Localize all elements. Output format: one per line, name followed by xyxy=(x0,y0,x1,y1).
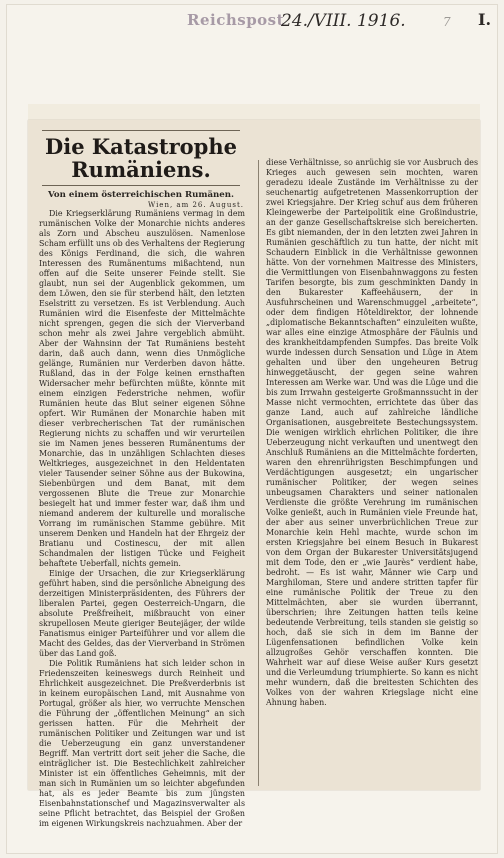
right-column xyxy=(262,158,484,790)
left-column xyxy=(30,120,252,828)
headline-line-1: Die Katastrophe xyxy=(45,134,237,159)
handwritten-date: 24./VIII. 1916. xyxy=(281,11,406,31)
headline-line-2: Rumäniens. xyxy=(71,157,211,182)
newspaper-stamp: Reichspost xyxy=(187,11,285,29)
column-divider xyxy=(258,160,259,786)
headline-box xyxy=(42,130,240,186)
paragraph: Die Politik Rumäniens hat sich leider schon in Friedenszeiten keineswegs durch Reinheit und Ehrlichkeit ausgezeichnet. Die Preßverderbnis ist in keinem europäischen Land, mit Ausnahme von Portugal, größer als hier, wo verruchte Menschen die Führung der „öffentlichen Meinung“ an sich gerissen hatten. Für die Mehrheit der rumänischen Politiker und Zeitungen war und ist die Ueberzeugung ein ganz unverstandener Begriff. Man vertritt dort seit jeher die Sache, die einträglicher ist. Die Bestechlichkeit zahlreicher Minister ist ein öffentliches Geheimnis, mit der man sich in Rumänien um so leichter abgefunden hat, als es jeder Beamte bis zum jüngsten Eisenbahnstationschef und Magazinsverwalter als seine Pflicht betrachtet, das Beispiel der Großen im eigenen Wirkungskreis nachzuahmen. Aber der xyxy=(39,659,245,828)
newspaper-clipping xyxy=(28,120,480,828)
paragraph: Einige der Ursachen, die zur Kriegserklärung geführt haben, sind die persönliche Abneigung des derzeitigen Ministerpräsidenten, des Führers der liberalen Partei, gegen Oesterreich-Ungarn, die absolute Preßfreiheit, mißbraucht von einer skrupellosen Meute gieriger Beutejäger, der wilde Fanatismus einiger Parteiführer und vor allem die Macht des Geldes, das der Vierverband in Strömen über das Land goß. xyxy=(39,569,245,658)
paragraph: Die Kriegserklärung Rumäniens vermag in dem rumänischen Volke der Monarchie nichts anderes als Zorn und Abscheu auszulösen. Namenlose Scham erfüllt uns ob des Verhaltens der Regierung des Königs Ferdinand, die sich, die wahren Interessen des Rumänentums mißachtend, nun offen auf die Seite unserer Feinde stellt. Sie glaubt, nun sei der Augenblick gekommen, um dem Löwen, den sie für sterbend hält, den letzten Eselstritt zu versetzen. Es ist Verblendung. Auch Rumänien wird die Eisenfeste der Mittelmächte nicht sprengen, gegen die sich der Vierverband schon mehr als zwei Jahre vergeblich abmüht. Aber der Wahnsinn der Tat Rumäniens besteht darin, daß auch dann, wenn dies Unmögliche gelänge, Rumänien nur Verderben davon hätte. Rußland, das in der Folge keinen ernsthaften Widersacher mehr befürchten müßte, könnte mit einem einzigen Federstriche nehmen, wofür Rumänien heute das Blut seiner eigenen Söhne opfert. Wir Rumänen der Monarchie haben mit dieser verbrecherischen Tat der rumänischen Regierung nichts zu schaffen und wir verurteilen sie im Namen jenes besseren Rumänentums der Monarchie, das in unzähligen Schlachten dieses Weltkrieges, ausgezeichnet in den Heldentaten vieler Tausender seiner Söhne aus der Bukowina, Siebenbürgen und dem Banat, mit dem vergossenen Blute die Treue zur Monarchie besiegelt hat und immer fester war, daß ihm und niemand anderem der kulturelle und moralische Vorrang im rumänischen Stamme gebühre. Mit unserem Denken und Handeln hat der Ehrgeiz der Bratianu und Costinescu, der mit allen Schandmalen der listigen Tücke und Feigheit behaftete Ueberfall, nichts gemein. xyxy=(39,209,245,568)
corner-mark: I. xyxy=(478,10,492,29)
clipping-top-stripe xyxy=(28,104,480,120)
paragraph: diese Verhältnisse, so anrüchig sie vor Ausbruch des Krieges auch gewesen sein mochten, waren geradezu ideale Zustände im Verhältnisse zu der seuchenartig aufgetretenen Massenkorruption der zwei Kriegsjahre. Der Krieg schuf aus dem früheren Kleingewerbe der Parteipolitik eine Großindustrie, an der ganze Gesellschaftskreise sich bereicherten. Es gibt niemanden, der in den letzten zwei Jahren in Rumänien geschäftlich zu tun hatte, der nicht mit Schaudern Einblick in die Verhältnisse gewonnen hätte. Von der vornehmen Maitresse des Ministers, die Vermittlungen von Eisenbahnwaggons zu festen Tarifen besorgte, bis zum geschminkten Dandy in den Bukarester Kaffeehäusern, der in Ausfuhrscheinen und Warenschmuggel „arbeitete“, oder dem findigen Hôteldirektor, der lohnende „diplomatische Bekanntschaften“ einzuleiten wußte, war alles eine einzige Atmosphäre der Fäulnis und des krankheitdampfenden Sumpfes. Das breite Volk wurde indessen durch Sensation und Lüge in Atem gehalten und über den ungeheuren Betrug hinweggetäuscht, der gegen seine wahren Interessen am Werke war. Und was die Lüge und die bis zum Irrwahn gesteigerte Großmannssucht in der Masse nicht vermochten, errichtete das über das ganze Land, auch auf zahlreiche ländliche Organisationen, ausgebreitete Bestechungssystem. Die wenigen wirklich ehrlichen Politiker, die ihre Ueberzeugung nicht verkauften und unentwegt den Anschluß Rumäniens an die Mittelmächte forderten, waren den ehrenrührigsten Beschimpfungen und Verdächtigungen ausgesetzt; ein ungarischer rumänischer Politiker, der wegen seines unbeugsamen Charakters und seiner nationalen Verdienste die größte Verehrung im rumänischen Volke genießt, auch in Rumänien viele Freunde hat, der aber aus seiner unverbrüchlichen Treue zur Monarchie kein Hehl machte, wurde schon im ersten Kriegsjahre bei einem Besuch in Bukarest von dem Organ der Bukarester Universitätsjugend mit dem Tode, den er „wie Jaurès“ verdient habe, bedroht. — Es ist wahr, Männer wie Carp und Marghiloman, Stere und andere stritten tapfer für eine rumänische Politik der Treue zu den Mittelmächten, aber sie wurden überrannt, überschrien; ihre Zeitungen hatten teils keine bedeutende Verbreitung, teils standen sie geistig so hoch, daß sie sich in dem im Banne der Lügenfensationen befindlichen Volke kein allzugroßes Gehör verschaffen konnten. Die Wahrheit war auf diese Weise außer Kurs gesetzt und die Verleumdung triumphierte. So kann es nicht mehr wundern, daß die breitesten Schichten des Volkes von der wahren Kriegslage nicht eine Ahnung haben. xyxy=(266,158,478,707)
dateline: Wien, am 26. August. xyxy=(148,201,244,209)
byline: Von einem österreichischen Rumänen. xyxy=(48,190,234,200)
pencil-mark: 7 xyxy=(443,15,451,29)
